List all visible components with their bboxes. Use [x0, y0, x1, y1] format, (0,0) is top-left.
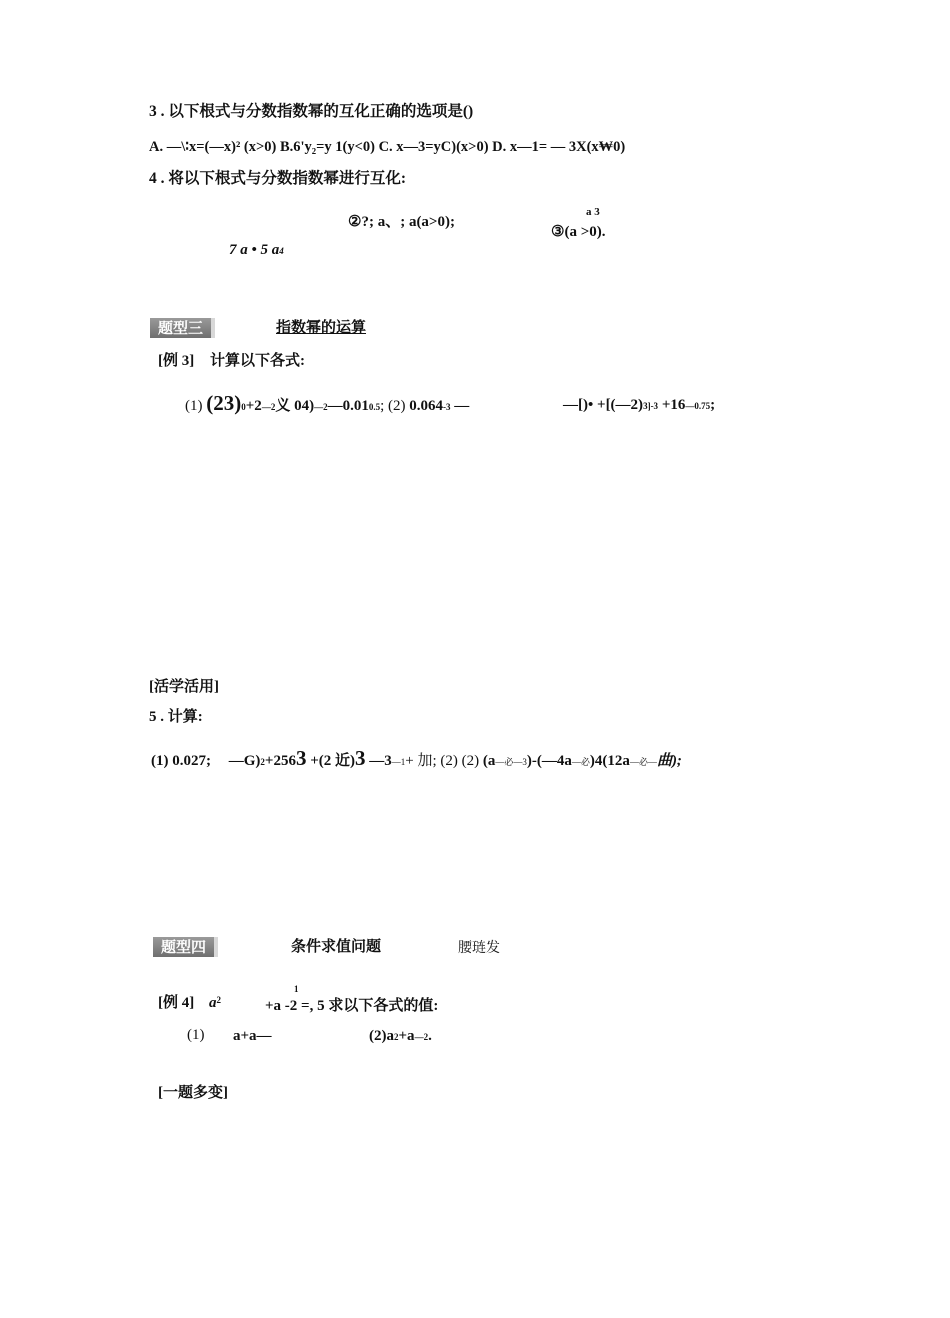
example4-part2	[369, 1029, 432, 1044]
q5-l16: —必—	[629, 757, 657, 767]
eq-g: 0.5	[368, 402, 381, 412]
q5-l17: 曲);	[656, 753, 682, 769]
example3-label: [例 3]	[158, 353, 195, 369]
eq-h: ; (2)	[380, 398, 406, 414]
q5-l7: 3	[355, 746, 366, 770]
q5-l10: + 加; (2) (2)	[405, 753, 480, 769]
practice-label: [活学活用]	[149, 679, 219, 695]
eq-p: -3	[650, 401, 659, 411]
q4-item1-sub: 4	[279, 246, 284, 256]
type3-badge: 题型三	[150, 318, 215, 338]
type3-heading: 指数幂的运算	[276, 320, 367, 336]
q4-item3-top: a 3	[586, 206, 600, 218]
q5-l9: —1	[391, 757, 406, 767]
example4-a	[209, 996, 221, 1011]
example4-label: [例 4]	[158, 995, 195, 1011]
q5-l11: (a	[482, 753, 496, 769]
eq-c: —2	[261, 402, 276, 412]
example4-a-sup: 2	[216, 995, 221, 1005]
eq-k: —	[454, 398, 470, 414]
example4-rest: +a -2 =, 5 求以下各式的值:	[265, 998, 439, 1014]
q3-options: A. —\∶x=(—x)² (x>0) B.6'y₂=y 1(y<0) C. x—3=yC)(x>0) D. x—1= — 3X(x₩0)	[149, 139, 626, 155]
eq-j: -3	[442, 402, 451, 412]
q5-l3: 2	[260, 757, 265, 767]
eq-main: (23)	[206, 391, 242, 415]
q5-l15: )4(12a	[589, 753, 630, 769]
eq-part1: (1)	[185, 398, 203, 414]
eq-l: —[)	[563, 397, 588, 413]
eq-q: +16	[661, 397, 686, 413]
q5-l4: +256	[264, 753, 296, 769]
example3-text: 计算以下各式:	[210, 353, 305, 369]
q5-l14: —必	[571, 757, 590, 767]
eq-f: —0.01	[327, 398, 369, 414]
q5-l6: +(2 近)	[310, 753, 356, 769]
q5-l5: 3	[295, 746, 307, 770]
example4-a-var: a	[209, 995, 217, 1011]
example3-equation	[185, 393, 469, 414]
example4-part1-expr: a+a—	[233, 1028, 272, 1044]
eq-n: +[(—2)	[597, 397, 644, 413]
type4-heading: 条件求值问题	[291, 939, 382, 955]
eq-i: 0.064	[409, 398, 443, 414]
q5-l12: —必—3	[495, 757, 527, 767]
variation-label: [一题多变]	[158, 1085, 228, 1101]
eq-s: ;	[710, 397, 716, 413]
p2-sub: 2	[394, 1032, 399, 1042]
q4-item3: ③(a >0).	[551, 224, 606, 240]
q4-title: 4 . 将以下根式与分数指数幂进行互化:	[149, 170, 407, 187]
eq-m: •	[588, 397, 594, 413]
q3-title: 3 . 以下根式与分数指数幂的互化正确的选项是()	[149, 103, 474, 120]
q5-l2: —G)	[228, 753, 261, 769]
q5-l1: (1) 0.027;	[151, 753, 211, 769]
p2-end: .	[428, 1028, 432, 1044]
q5-expression	[151, 748, 682, 769]
eq-d: 义 04)	[275, 398, 315, 414]
eq-b: +2	[245, 398, 262, 414]
p2-mid: +a	[398, 1028, 415, 1044]
q5-l8: —3	[369, 753, 392, 769]
q4-item2: ②?; a、; a(a>0);	[348, 214, 455, 230]
type4-badge: 题型四	[153, 937, 218, 957]
example3-equation-tail	[563, 398, 715, 413]
eq-e: —2	[314, 402, 328, 412]
q4-item1	[229, 243, 284, 258]
p2-sub2: —2	[414, 1032, 429, 1042]
q5-l13: )-(—4a	[526, 753, 572, 769]
eq-a: 0	[241, 402, 246, 412]
type4-note: 腰琏发	[458, 941, 500, 956]
example4-part1-label: (1)	[187, 1027, 205, 1043]
p2-expr: (2)a	[369, 1028, 394, 1044]
eq-o: 3]	[643, 401, 651, 411]
eq-r: —0.75	[685, 401, 711, 411]
q5-title: 5 . 计算:	[149, 709, 203, 725]
q4-item1-text: 7 a • 5 a	[229, 242, 280, 258]
example4-one: 1	[294, 984, 299, 994]
